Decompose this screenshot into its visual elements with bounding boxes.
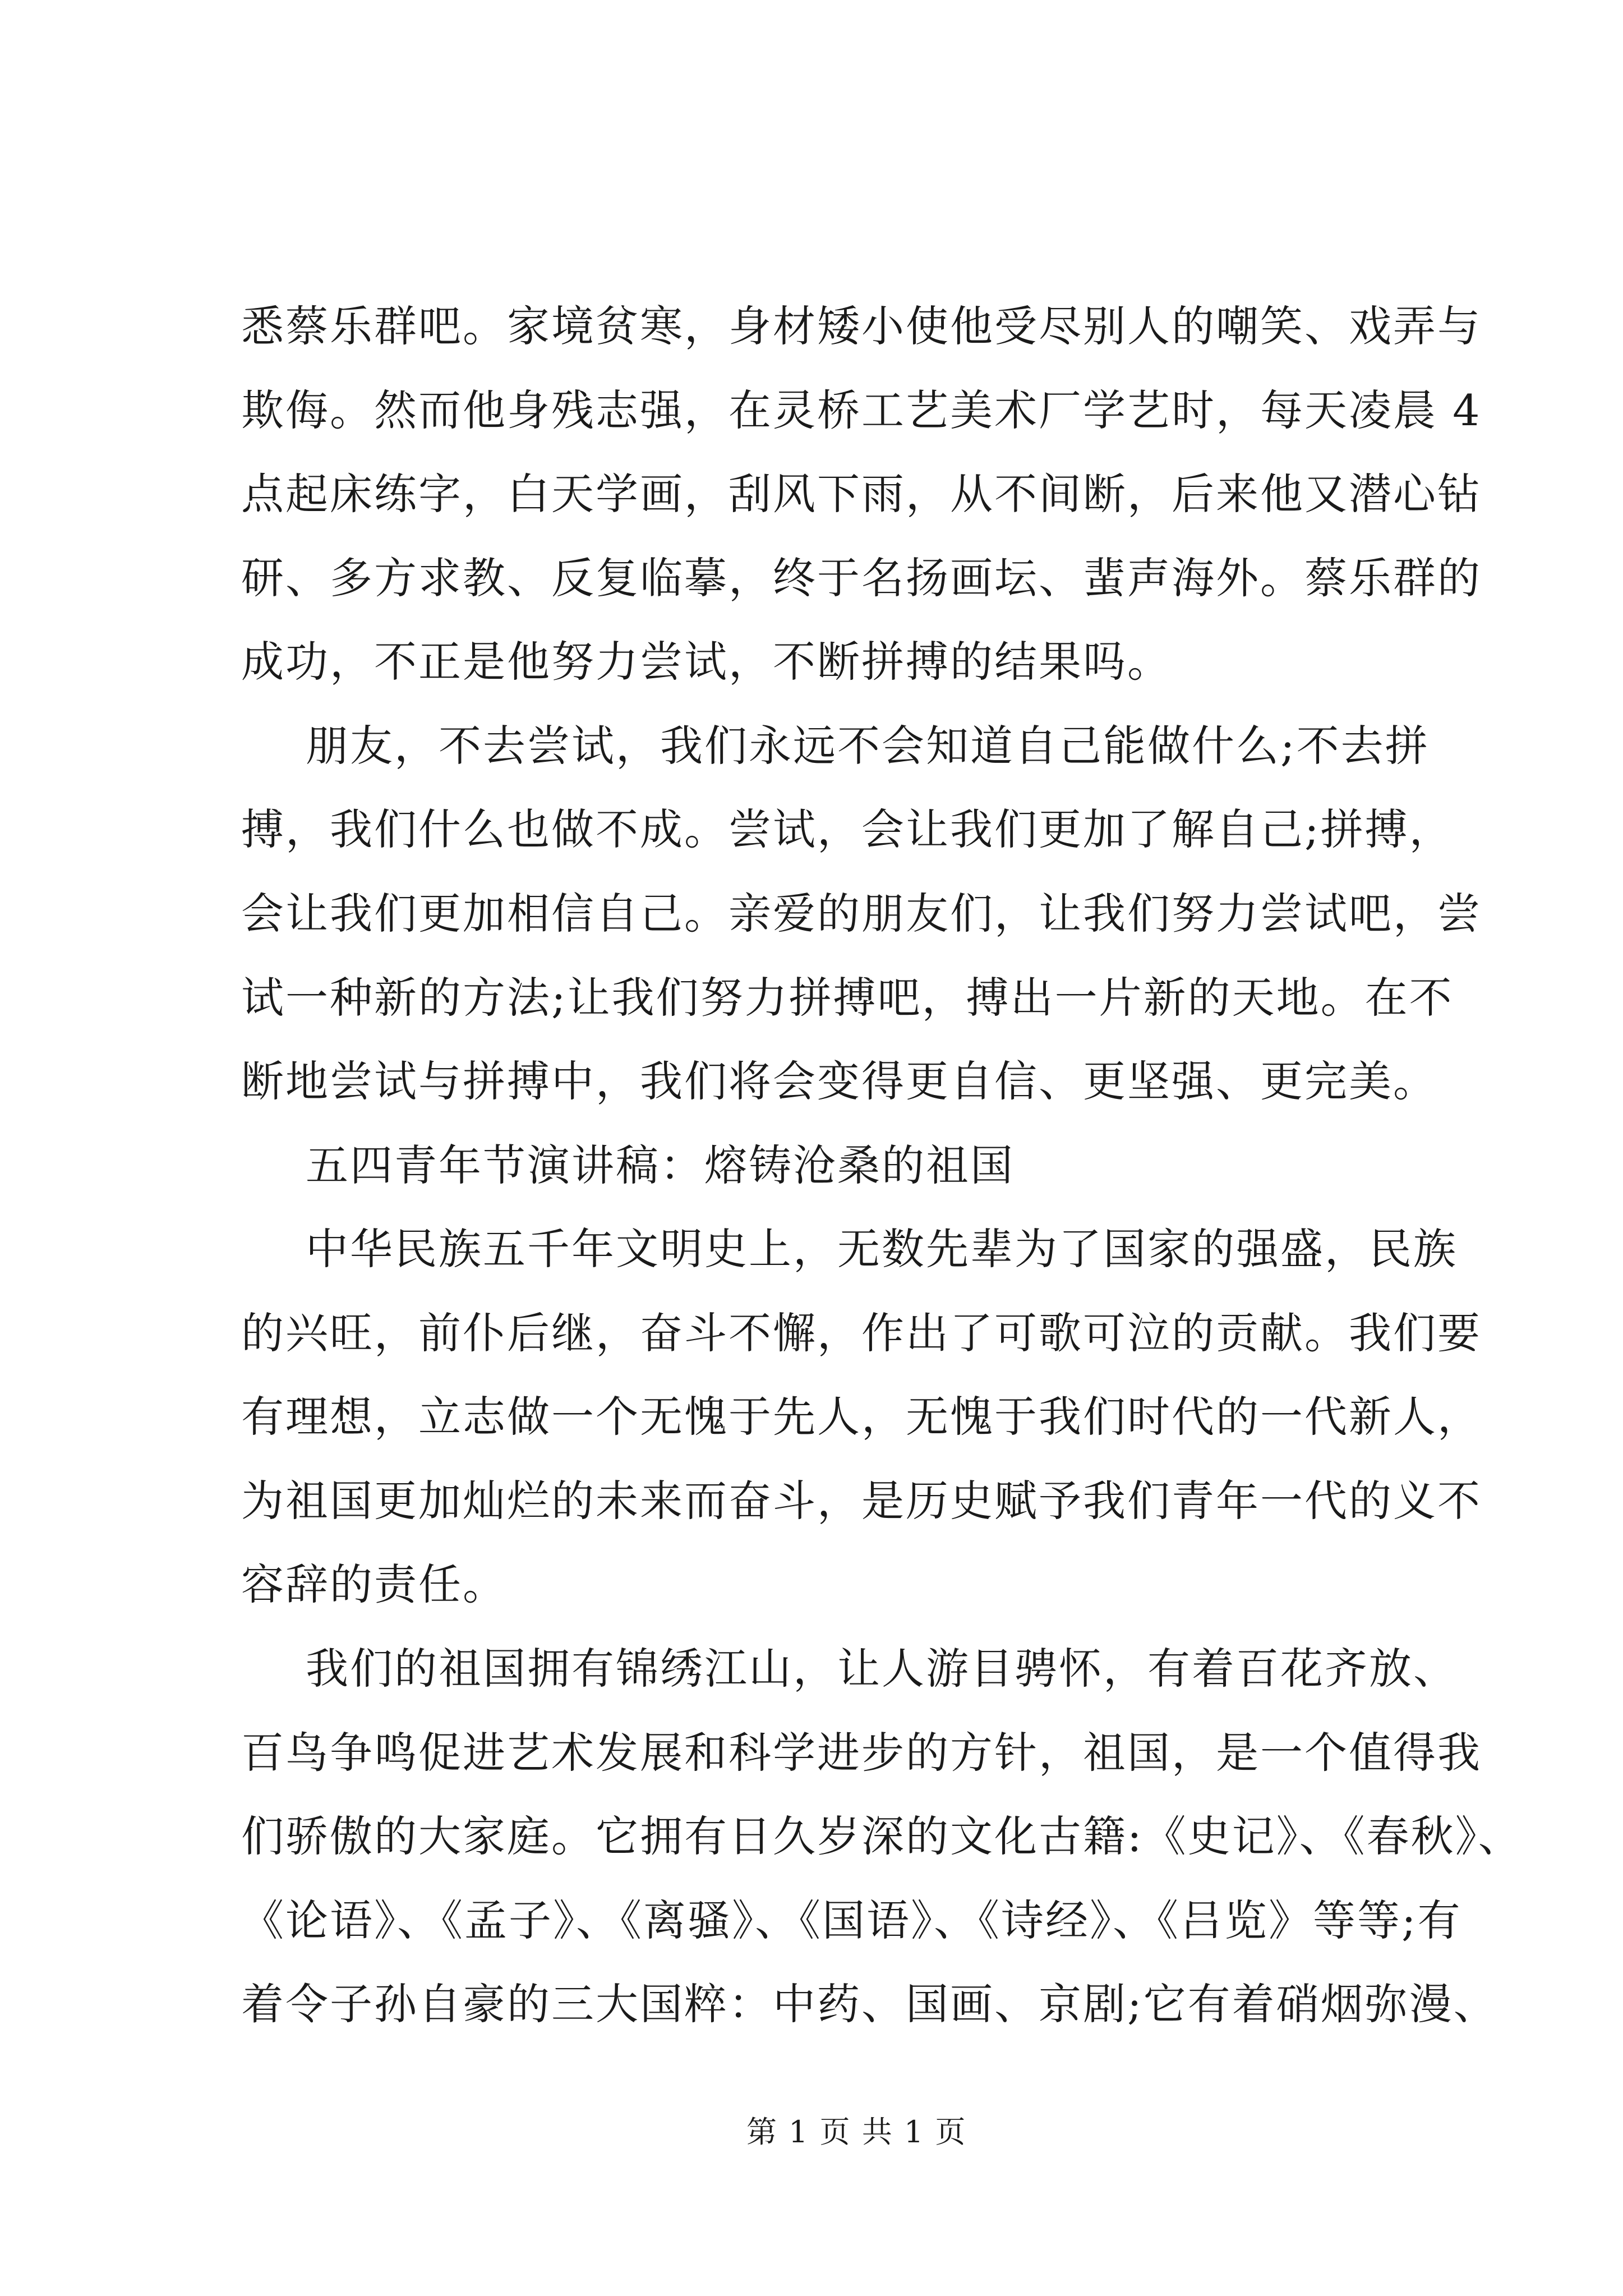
text-line: 断地尝试与拼搏中，我们将会变得更自信、更坚强、更完美。	[241, 1056, 1437, 1106]
text-line: 搏，我们什么也做不成。尝试，会让我们更加了解自己;拼搏，	[241, 804, 1454, 854]
page-number: 第 1 页 共 1 页	[746, 2114, 967, 2150]
text-line: 为祖国更加灿烂的未来而奋斗，是历史赋予我们青年一代的义不	[241, 1476, 1482, 1526]
text-line: 中华民族五千年文明史上，无数先辈为了国家的强盛，民族	[306, 1224, 1458, 1274]
text-line: 欺侮。然而他身残志强，在灵桥工艺美术厂学艺时，每天凌晨 4	[241, 385, 1482, 435]
text-line: 悉蔡乐群吧。家境贫寒，身材矮小使他受尽别人的嘲笑、戏弄与	[241, 301, 1482, 351]
text-line: 点起床练字，白天学画，刮风下雨，从不间断，后来他又潜心钻	[241, 469, 1482, 519]
text-line: 们骄傲的大家庭。它拥有日久岁深的文化古籍:《史记》、《春秋》、	[241, 1811, 1523, 1861]
text-line: 百鸟争鸣促进艺术发展和科学进步的方针，祖国，是一个值得我	[241, 1728, 1482, 1778]
text-line: 试一种新的方法;让我们努力拼搏吧，搏出一片新的天地。在不	[241, 973, 1454, 1023]
text-line: 研、多方求教、反复临摹，终于名扬画坛、蜚声海外。蔡乐群的	[241, 553, 1482, 603]
text-line: 《论语》、《孟子》、《离骚》、《国语》、《诗经》、《吕览》等等;有	[241, 1895, 1462, 1945]
text-line: 着令子孙自豪的三大国粹：中药、国画、京剧;它有着硝烟弥漫、	[241, 1979, 1498, 2029]
text-line: 会让我们更加相信自己。亲爱的朋友们，让我们努力尝试吧，尝	[241, 889, 1482, 938]
section-heading: 五四青年节演讲稿：熔铸沧桑的祖国	[306, 1140, 1015, 1190]
text-line: 的兴旺，前仆后继，奋斗不懈，作出了可歌可泣的贡献。我们要	[241, 1308, 1482, 1358]
text-line: 有理想，立志做一个无愧于先人，无愧于我们时代的一代新人，	[241, 1392, 1482, 1442]
text-line: 容辞的责任。	[241, 1559, 507, 1609]
text-line: 成功，不正是他努力尝试，不断拼搏的结果吗。	[241, 637, 1172, 687]
text-line: 我们的祖国拥有锦绣江山，让人游目骋怀，有着百花齐放、	[306, 1644, 1458, 1694]
text-line: 朋友，不去尝试，我们永远不会知道自己能做什么;不去拼	[306, 721, 1430, 771]
